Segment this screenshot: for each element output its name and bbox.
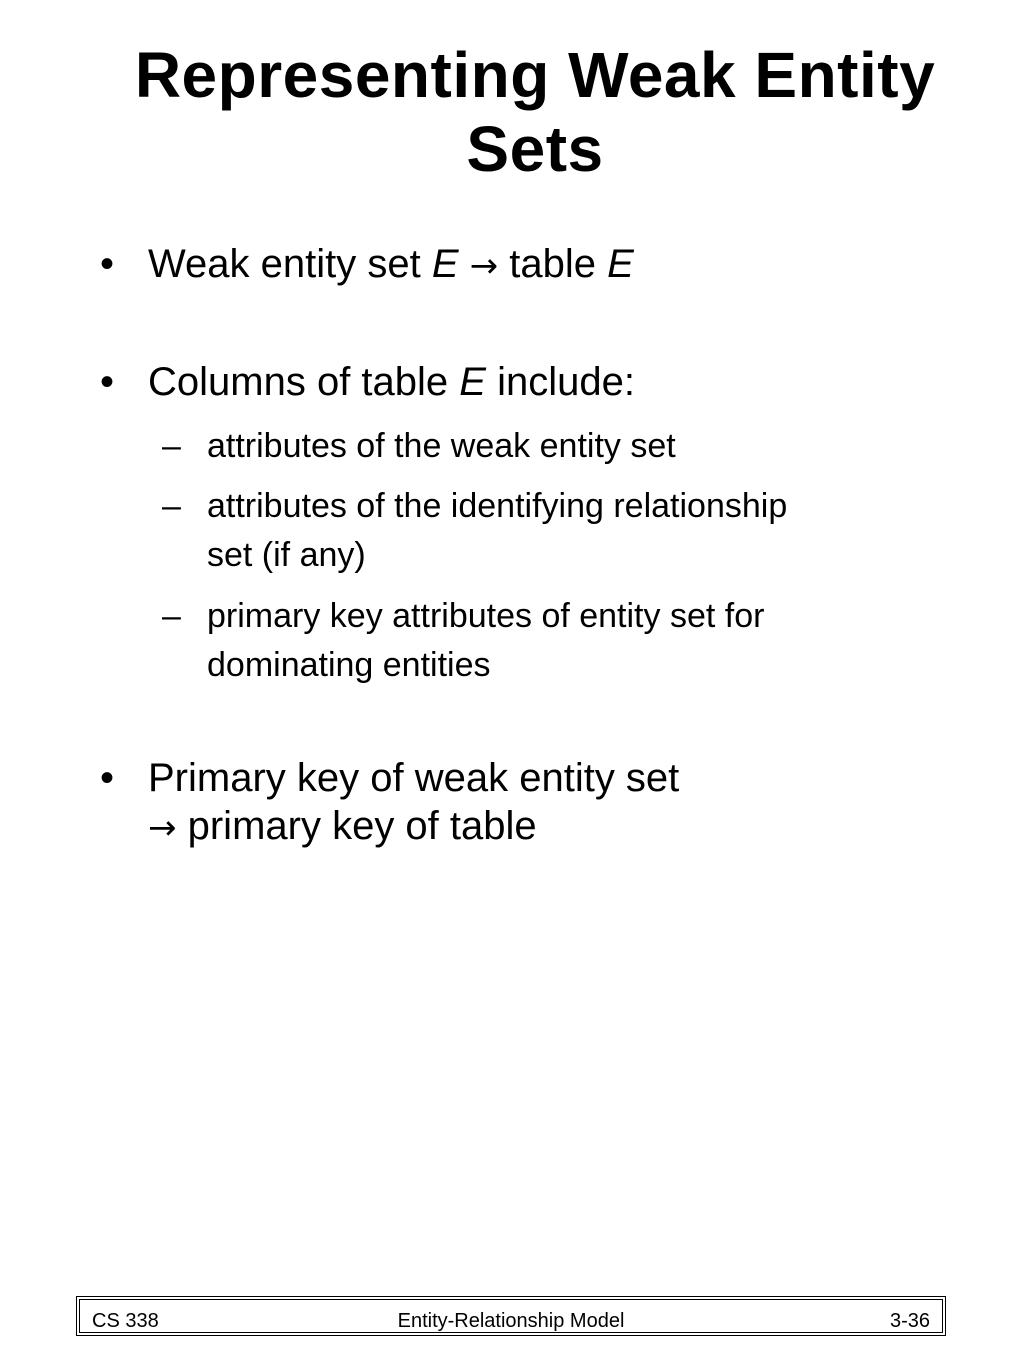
footer-course: CS 338 <box>92 1310 159 1332</box>
bullet-text-line-1: Primary key of weak entity set <box>148 756 680 800</box>
footer-topic: Entity-Relationship Model <box>397 1310 625 1332</box>
title-line-1: Representing Weak Entity <box>134 39 936 111</box>
sub-text-line-2: dominating entities <box>207 646 491 684</box>
bullet-text <box>148 358 635 406</box>
slide-title <box>60 38 1010 186</box>
sub-dash: – <box>162 597 181 635</box>
slide-footer <box>76 1296 946 1336</box>
arrow-icon: → <box>148 808 177 848</box>
sub-text-line-1: primary key attributes of entity set for <box>207 597 765 635</box>
bullet-text-part: Columns of table <box>148 360 460 404</box>
sub-text-line-1: attributes of the identifying relationship <box>207 487 788 525</box>
bullet-dot: • <box>100 756 115 800</box>
sub-text <box>207 482 787 580</box>
sub-text: attributes of the weak entity set <box>207 427 676 465</box>
bullet-text <box>148 754 679 852</box>
bullet-dot: • <box>100 242 115 286</box>
sub-dash: – <box>162 427 181 465</box>
bullet-italic-e: E <box>431 242 459 286</box>
sub-dash: – <box>162 487 181 525</box>
bullet-text-line-2: primary key of table <box>176 804 537 848</box>
bullet-italic-e: E <box>607 242 634 286</box>
bullet-text-part: table <box>498 242 608 286</box>
sub-text <box>207 592 764 690</box>
sub-text-line-2: set (if any) <box>207 536 366 574</box>
bullet-text-part: include: <box>485 360 635 404</box>
bullet-dot: • <box>100 360 115 404</box>
bullet-text <box>148 240 634 290</box>
footer-slide-number: 3-36 <box>889 1310 930 1332</box>
arrow-icon: → <box>469 246 499 286</box>
title-line-2: Sets <box>466 113 604 185</box>
bullet-text-part: Weak entity set <box>148 242 432 286</box>
bullet-italic-e: E <box>459 360 486 404</box>
